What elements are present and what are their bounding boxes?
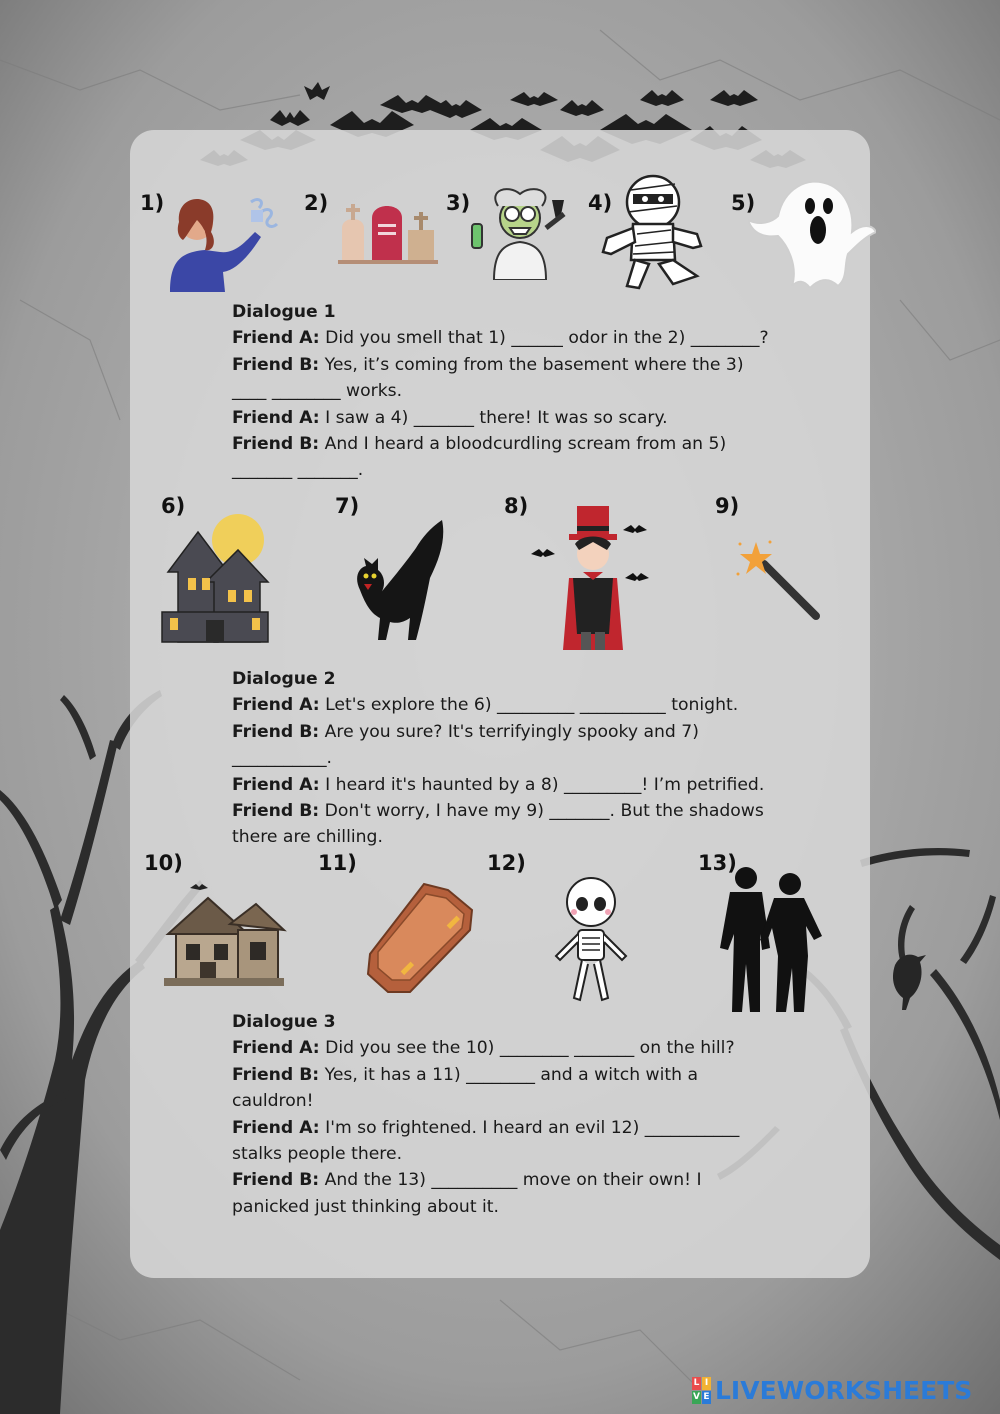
liveworksheets-logo[interactable]: [692, 1375, 972, 1405]
speaker-label: Friend B:: [232, 354, 320, 375]
item-number-1: 1): [140, 191, 165, 215]
mummy-icon: [597, 172, 709, 290]
item-number-9: 9): [715, 494, 740, 518]
speaker-label: Friend B:: [232, 434, 320, 455]
item-number-10: 10): [144, 851, 183, 875]
speaker-label: Friend A:: [232, 695, 320, 716]
logo-letter: E: [703, 1392, 710, 1402]
mad-scientist-icon: [468, 184, 572, 280]
speaker-label: Friend A:: [232, 328, 320, 349]
dialogue-line: [232, 1115, 772, 1168]
live-logo-icon: [692, 1377, 711, 1404]
item-number-2: 2): [304, 191, 329, 215]
line-text: Don't worry, I have my 9) _______. But the shadows there are chilling.: [232, 801, 764, 848]
dialogue-1: [232, 299, 772, 484]
speaker-label: Friend A:: [232, 407, 320, 428]
speaker-label: Friend B:: [232, 1064, 320, 1085]
dialogue-line: [232, 772, 772, 798]
brand-name: LIVEWORKSHEETS: [715, 1375, 973, 1405]
shadow-people-icon: [712, 864, 834, 1014]
black-cat-icon: [350, 518, 452, 642]
speaker-label: Friend B:: [232, 721, 320, 742]
line-text: Yes, it’s coming from the basement where the 3) ____ ________ works.: [232, 354, 744, 402]
coffin-icon: [366, 880, 474, 996]
dialogue-line: [232, 325, 772, 351]
line-text: Let's explore the 6) _________ __________ tonight.: [319, 695, 739, 716]
speaker-label: Friend B:: [232, 1170, 320, 1191]
dialogue-line: [232, 798, 772, 851]
item-number-3: 3): [446, 191, 471, 215]
dialogue-line: [232, 692, 772, 718]
line-text: And the 13) __________ move on their own! I panicked just thinking about it.: [232, 1170, 702, 1217]
vampire-icon: [529, 504, 651, 654]
line-text: I'm so frightened. I heard an evil 12) ___________ stalks people there.: [232, 1117, 740, 1165]
dialogue-title: Dialogue 2: [232, 669, 336, 689]
item-number-6: 6): [161, 494, 186, 518]
dialogue-title: Dialogue 3: [232, 1012, 336, 1032]
dialogue-line: [232, 1035, 772, 1061]
dialogue-2: [232, 666, 772, 851]
item-number-5: 5): [731, 191, 756, 215]
skeleton-icon: [546, 876, 636, 1006]
magic-wand-icon: [734, 536, 822, 622]
item-number-12: 12): [487, 851, 526, 875]
item-number-13: 13): [698, 851, 737, 875]
ghost-icon: [748, 176, 876, 288]
line-text: And I heard a bloodcurdling scream from an 5) _______ _______.: [232, 434, 727, 481]
line-text: I heard it's haunted by a 8) _________! I’m petrified.: [319, 774, 765, 795]
item-number-4: 4): [588, 191, 613, 215]
line-text: Did you smell that 1) ______ odor in the 2) ________?: [319, 328, 769, 349]
dialogue-line: [232, 1167, 772, 1220]
dialogue-title: Dialogue 1: [232, 302, 336, 322]
tombstones-icon: [338, 198, 438, 264]
speaker-label: Friend A:: [232, 1117, 320, 1138]
dialogue-line: [232, 352, 772, 405]
dialogue-line: [232, 719, 772, 772]
line-text: I saw a 4) _______ there! It was so scary.: [319, 407, 668, 428]
line-text: Did you see the 10) ________ _______ on the hill?: [319, 1038, 735, 1059]
dialogue-line: [232, 1062, 772, 1115]
dialogue-3: [232, 1009, 772, 1220]
abandoned-house-icon: [160, 884, 288, 988]
haunted-mansion-icon: [158, 512, 272, 644]
item-number-8: 8): [504, 494, 529, 518]
woman-smelling-icon: [165, 192, 285, 292]
logo-letter: L: [693, 1378, 700, 1388]
line-text: Yes, it has a 11) ________ and a witch with a cauldron!: [232, 1064, 699, 1112]
speaker-label: Friend A:: [232, 1038, 320, 1059]
speaker-label: Friend A:: [232, 774, 320, 795]
speaker-label: Friend B:: [232, 801, 320, 822]
item-number-7: 7): [335, 494, 360, 518]
logo-letter: V: [693, 1392, 700, 1402]
dialogue-line: [232, 431, 772, 484]
line-text: Are you sure? It's terrifyingly spooky and 7) ___________.: [232, 721, 699, 769]
dialogue-line: [232, 405, 772, 431]
logo-letter: I: [702, 1377, 711, 1390]
item-number-11: 11): [318, 851, 357, 875]
